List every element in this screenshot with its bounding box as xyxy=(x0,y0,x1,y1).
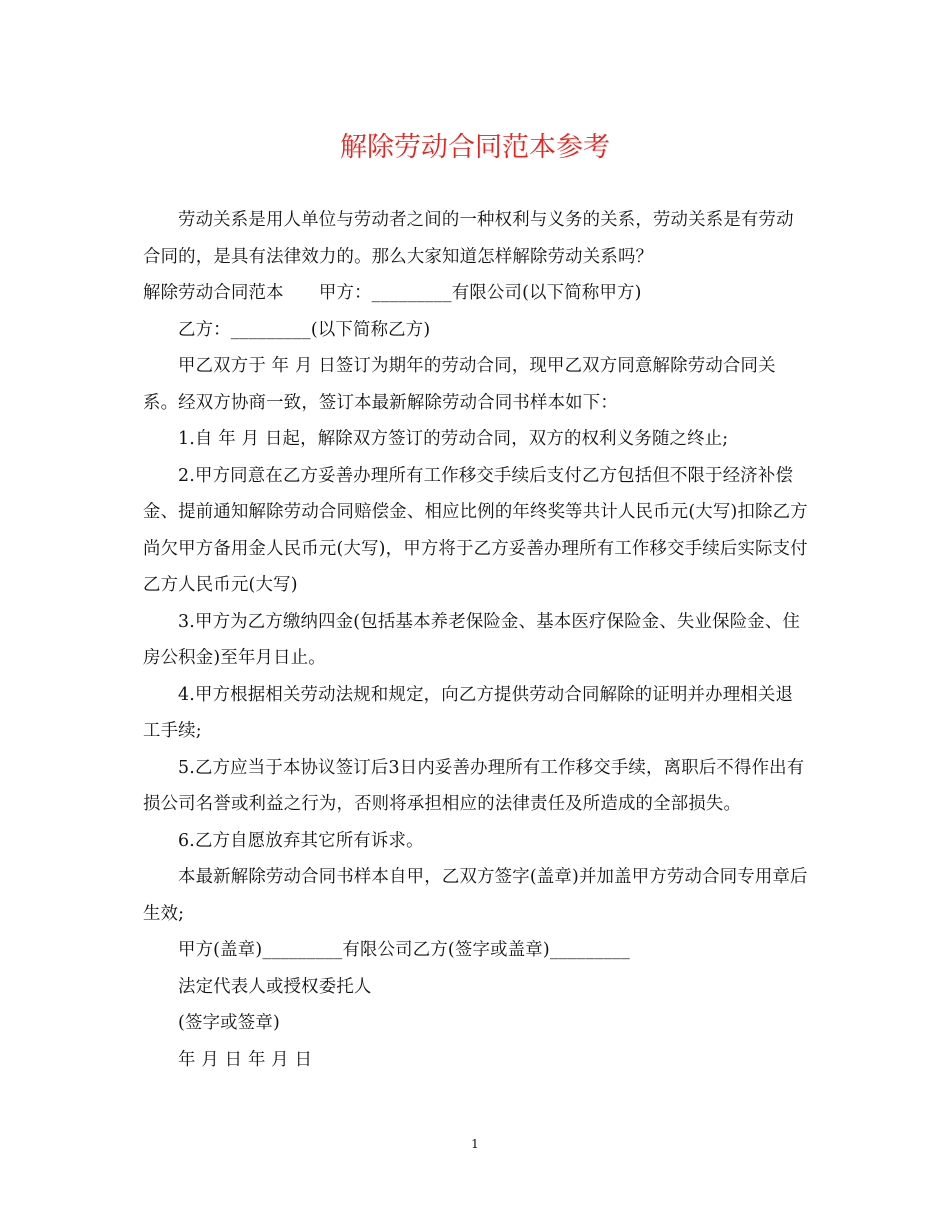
clause-3: 3.甲方为乙方缴纳四金(包括基本养老保险金、基本医疗保险金、失业保险金、住房公积金)至年月日止。 xyxy=(143,611,801,668)
clause-5: 5.乙方应当于本协议签订后3日内妥善办理所有工作移交手续，离职后不得作出有损公司名誉或利益之行为，否则将承担相应的法律责任及所造成的全部损失。 xyxy=(143,757,805,814)
signature-note: (签字或签章) xyxy=(178,1013,280,1033)
date-line: 年 月 日 年 月 日 xyxy=(178,1049,313,1070)
clause-1: 1.自 年 月 日起，解除双方签订的劳动合同，双方的权利义务随之终止; xyxy=(178,429,729,449)
legal-representative-line: 法定代表人或授权委托人 xyxy=(178,976,372,997)
document-body xyxy=(143,202,808,1078)
party-a-line: 解除劳动合同范本 甲方：_________有限公司(以下简称甲方) xyxy=(143,283,642,303)
intro-paragraph: 劳动关系是用人单位与劳动者之间的一种权利与义务的关系，劳动关系是有劳动合同的，是具有法律效力的。那么大家知道怎样解除劳动关系吗？ xyxy=(143,210,794,267)
party-b-line: 乙方：_________(以下简称乙方) xyxy=(178,319,431,340)
clause-2: 2.甲方同意在乙方妥善办理所有工作移交手续后支付乙方包括但不限于经济补偿金、提前通知解除劳动合同赔偿金、相应比例的年终奖等共计人民币元(大写)扣除乙方尚欠甲方备用金人民币元(大写)，甲方将于乙方妥善办理所有工作移交手续后实际支付乙方人民币元(大写) xyxy=(143,465,808,595)
clause-6: 6.乙方自愿放弃其它所有诉求。 xyxy=(178,830,424,851)
clause-4: 4.甲方根据相关劳动法规和规定，向乙方提供劳动合同解除的证明并办理相关退工手续; xyxy=(143,684,794,741)
document-title: 解除劳动合同范本参考 xyxy=(340,132,610,163)
page-number: 1 xyxy=(471,1137,479,1151)
agreement-preamble: 甲乙双方于 年 月 日签订为期年的劳动合同，现甲乙双方同意解除劳动合同关系。经双方协商一致，签订本最新解除劳动合同书样本如下： xyxy=(143,356,776,413)
effectiveness-paragraph: 本最新解除劳动合同书样本自甲，乙双方签字(盖章)并加盖甲方劳动合同专用章后生效; xyxy=(143,867,808,924)
signature-line: 甲方(盖章)_________有限公司乙方(签字或盖章)_________ xyxy=(178,940,630,960)
